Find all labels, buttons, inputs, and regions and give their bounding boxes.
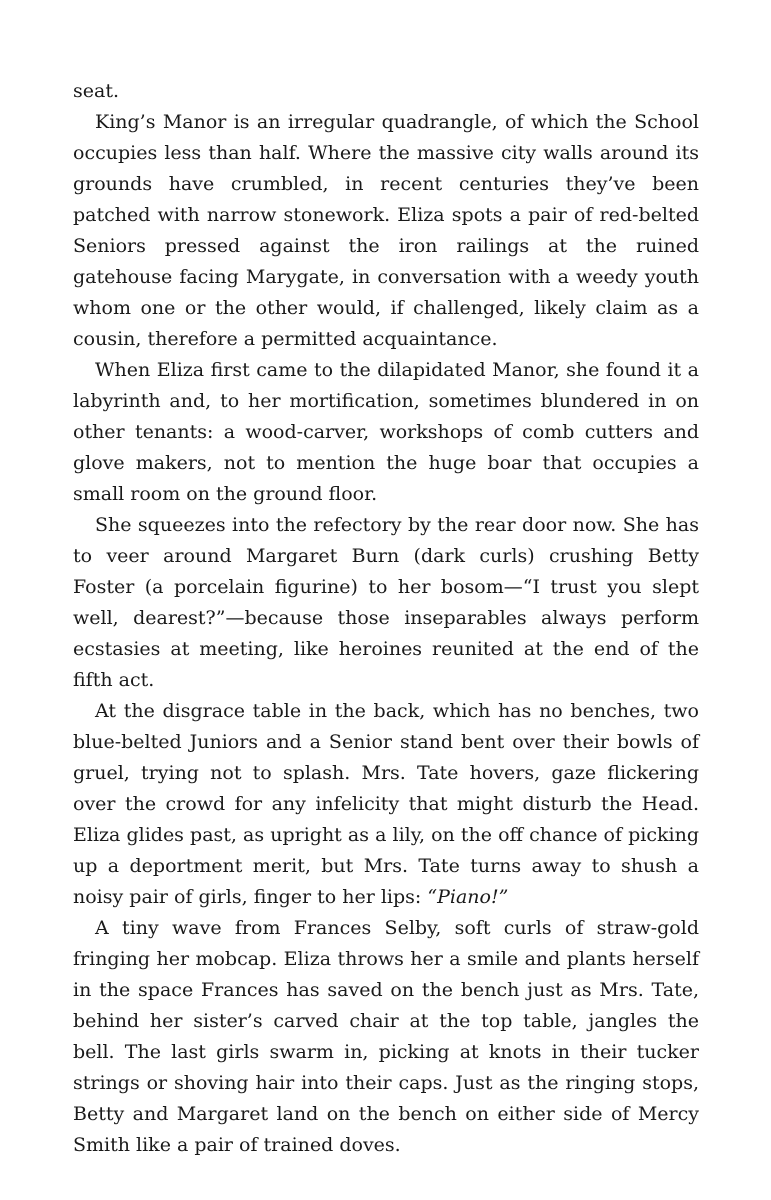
disgrace-table-text: At the disgrace table in the back, which has no benches, two blue-belted Juniors and a Senior stand bent over their bowls of gruel, trying not to splash. Mrs. Tate hovers, gaze flickering over the crowd for any infelicity that might disturb the Head. Eliza glides past, as upright as a lily, on the off chance of picking up a deportment merit, but Mrs. Tate turns away to shush a noisy pair of girls, finger to her lips: bbox=[73, 700, 699, 908]
paragraph-labyrinth: When Eliza first came to the dilapidated Manor, she found it a labyrinth and, to her mortification, sometimes blundered in on other tenants: a wood-carver, workshops of comb cutters and glove makers, not to mention the huge boar that occupies a small room on the ground floor. bbox=[73, 359, 699, 505]
continuation-text: seat. bbox=[73, 80, 119, 102]
piano-italic: “Piano!” bbox=[427, 886, 509, 908]
page-body bbox=[73, 76, 699, 1161]
paragraph-kings-manor: King’s Manor is an irregular quadrangle, of which the School occupies less than half. Where the massive city walls around its grounds have crumbled, in recent centuries they’ve been patched with narrow stonework. Eliza spots a pair of red-belted Seniors pressed against the iron railings at the ruined gatehouse facing Marygate, in conversation with a weedy youth whom one or the other would, if challenged, likely claim as a cousin, therefore a permitted acquaintance. bbox=[73, 111, 699, 350]
paragraph-disgrace-table bbox=[73, 696, 699, 913]
paragraph-frances-selby: A tiny wave from Frances Selby, soft curls of straw-gold fringing her mobcap. Eliza throws her a smile and plants herself in the space Frances has saved on the bench just as Mrs. Tate, behind her sister’s carved chair at the top table, jangles the bell. The last girls swarm in, picking at knots in their tucker strings or shoving hair into their caps. Just as the ringing stops, Betty and Margaret land on the bench on either side of Mercy Smith like a pair of trained doves. bbox=[73, 917, 699, 1156]
paragraph-refectory: She squeezes into the refectory by the rear door now. She has to veer around Margaret Burn (dark curls) crushing Betty Foster (a porcelain figurine) to her bosom—“I trust you slept well, dearest?”—because those inseparables always perform ecstasies at meeting, like heroines reunited at the end of the fifth act. bbox=[73, 514, 699, 691]
